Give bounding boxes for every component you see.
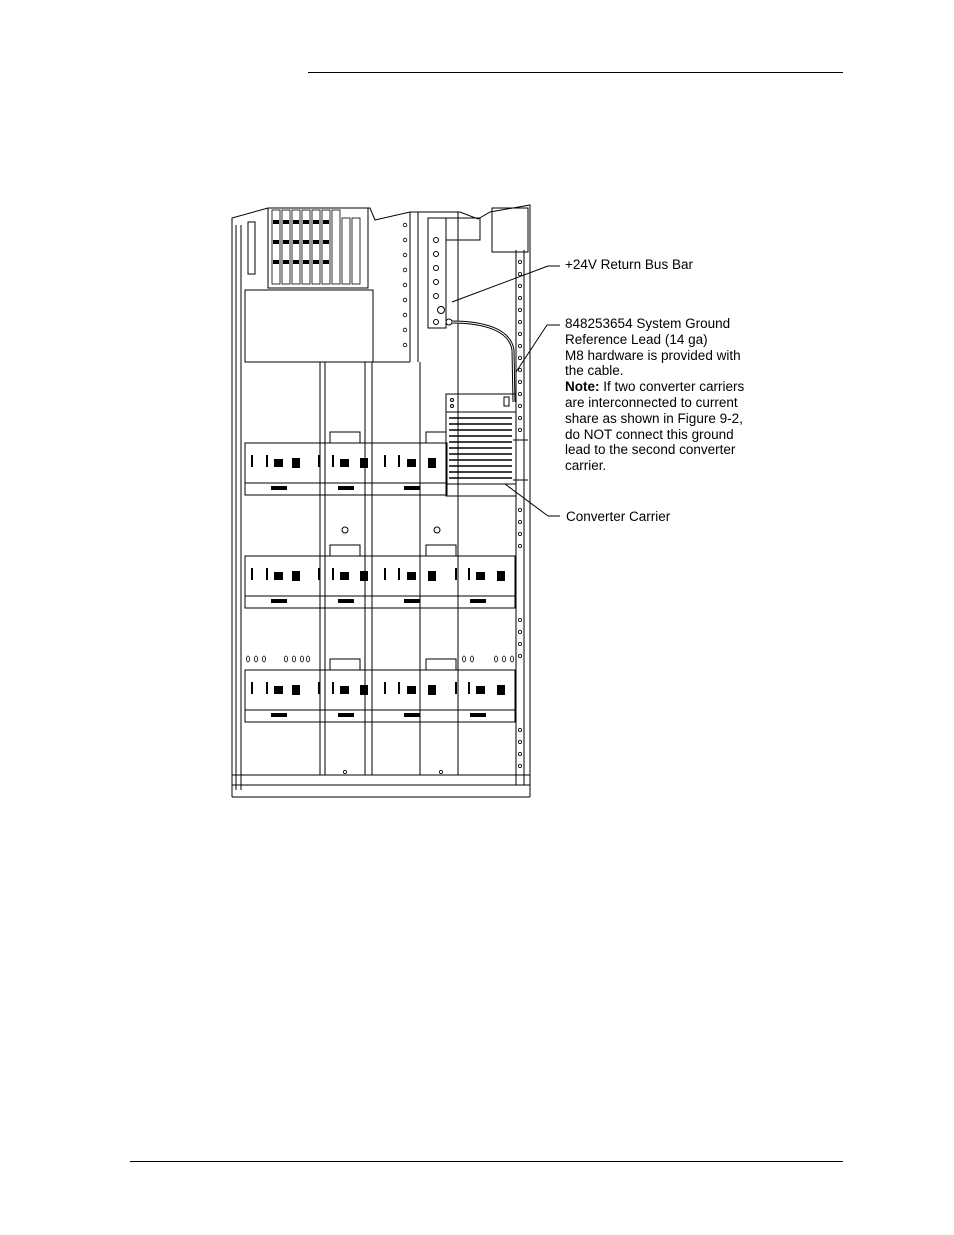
rectifier-shelf-3 — [245, 659, 515, 722]
callout-converter-carrier — [566, 509, 670, 525]
note-label: Note: — [565, 379, 600, 395]
return-bus-bar — [428, 218, 480, 328]
ground-reference-lead — [451, 322, 514, 402]
ground-lead-line-5: If two converter carriers — [599, 379, 745, 395]
ground-lead-line-8: do NOT connect this ground — [565, 426, 734, 442]
ground-lead-line-7: share as shown in Figure 9-2, — [565, 410, 743, 426]
ground-lead-line-6: are interconnected to current — [565, 394, 738, 410]
callout-bus-bar — [565, 257, 693, 273]
ground-lead-line-9: lead to the second converter — [565, 442, 736, 458]
ground-lead-note-line — [565, 379, 744, 395]
callout-ground-lead — [565, 316, 744, 474]
converter-carrier-label: Converter Carrier — [566, 509, 671, 524]
ground-lead-line-2: Reference Lead (14 ga) — [565, 331, 708, 347]
cabinet-top-edge — [232, 205, 530, 797]
bus-bar-label: +24V Return Bus Bar — [565, 257, 693, 272]
ground-lead-line-4: the cable. — [565, 363, 624, 379]
ground-lead-line-3: M8 hardware is provided with — [565, 347, 741, 363]
ground-lead-line-1: 848253654 System Ground — [565, 316, 731, 331]
ground-lead-line-10: carrier. — [565, 458, 607, 474]
rectifier-shelf-2 — [245, 527, 515, 608]
